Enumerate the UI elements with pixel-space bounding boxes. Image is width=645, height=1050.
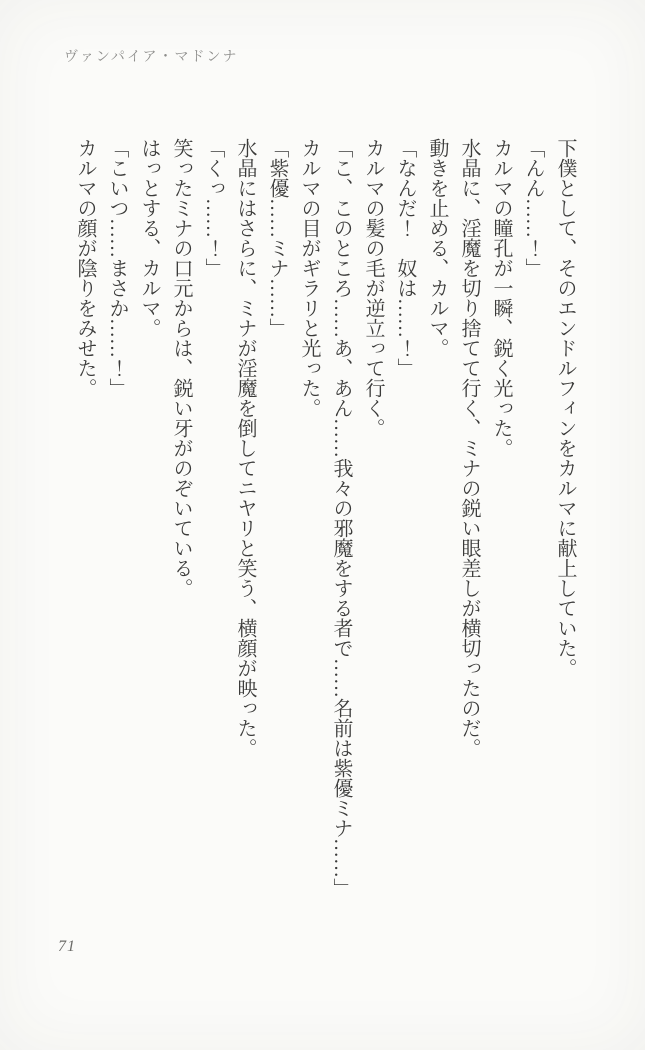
running-header-title: ヴァンパイア・マドンナ bbox=[64, 50, 239, 65]
text-line: 笑ったミナの口元からは、鋭い牙がのぞいている。 bbox=[170, 138, 192, 598]
text-line: 水晶に、淫魔を切り捨てて行く、ミナの鋭い眼差しが横切ったのだ。 bbox=[458, 138, 480, 758]
text-line: カルマの顔が陰りをみせた。 bbox=[74, 138, 96, 398]
text-line: 水晶にはさらに、ミナが淫魔を倒してニヤリと笑う、横顔が映った。 bbox=[234, 138, 256, 758]
body-text bbox=[69, 138, 581, 1010]
text-line: カルマの目がギラリと光った。 bbox=[298, 138, 320, 418]
text-line: 「こ、このところ……あ、あん……我々の邪魔をする者で……名前は紫優ミナ……」 bbox=[330, 138, 352, 898]
text-line: 「なんだ！ 奴は……！」 bbox=[394, 138, 416, 378]
text-line: 「くっ……！」 bbox=[202, 138, 224, 278]
page-number: 71 bbox=[58, 938, 76, 955]
text-line: 「んん……！」 bbox=[522, 138, 544, 278]
text-line: 「こいつ……まさか……！」 bbox=[106, 138, 128, 398]
text-line: カルマの髪の毛が逆立って行く。 bbox=[362, 138, 384, 438]
text-line: カルマの瞳孔が一瞬、鋭く光った。 bbox=[490, 138, 512, 458]
text-line: 下僕として、そのエンドルフィンをカルマに献上していた。 bbox=[554, 138, 576, 678]
text-line: 動きを止める、カルマ。 bbox=[426, 138, 448, 358]
text-line: 「紫優……ミナ……」 bbox=[266, 138, 288, 338]
text-line: はっとする、カルマ。 bbox=[138, 138, 160, 338]
